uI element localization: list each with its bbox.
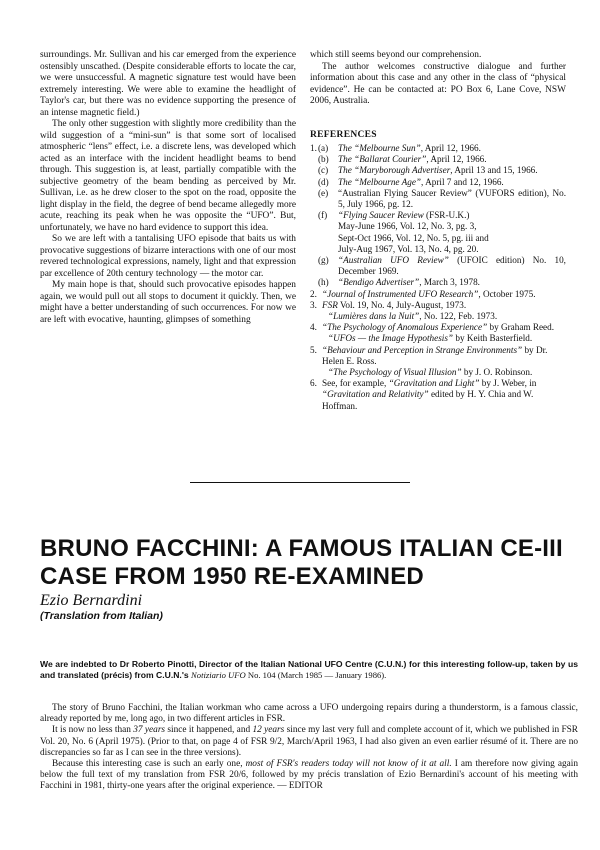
left-paragraph-4: My main hope is that, should such provocative episodes happen again, we would pull out all stops to document it quickly. Then, we might have a better understanding of such occurrences. For now we are left with evocative, haunting, glimpses of something xyxy=(40,280,296,325)
reference-letter: (b) xyxy=(318,154,329,165)
reference-detail: , April 12, 1966. xyxy=(420,143,481,153)
body-text: since it happened, and xyxy=(165,725,253,736)
reference-detail: by Graham Reed. xyxy=(487,322,555,333)
reference-detail: May-June 1966, Vol. 12, No. 3, pg. 3, xyxy=(338,221,477,232)
reference-1g xyxy=(310,255,566,277)
reference-detail: , October 1975. xyxy=(478,288,536,299)
reference-letter: (d) xyxy=(318,176,329,187)
reference-detail: “Australian Flying Saucer Review” (VUFORS edition), No. 5, July 1966, pg. 12. xyxy=(338,187,566,210)
reference-number: 3. xyxy=(310,299,317,310)
body-emphasis: most of FSR's readers today will not know of it at all. xyxy=(245,759,452,770)
reference-letter: (e) xyxy=(318,187,329,198)
section-divider xyxy=(190,482,410,483)
reference-6 xyxy=(310,378,566,412)
reference-detail: , April 13 and 15, 1966. xyxy=(450,165,538,176)
spacer xyxy=(310,108,566,130)
reference-detail: , April 7 and 12, 1966. xyxy=(421,176,504,187)
reference-title: “Australian UFO Review” xyxy=(338,255,449,266)
reference-detail: edited by H. Y. Chia and W. Hoffman. xyxy=(322,389,534,411)
intro-publication-title: Notiziario UFO xyxy=(191,670,246,680)
reference-title: “The Psychology of Visual Illusion” xyxy=(328,367,462,378)
intro-text: We are indebted to Dr Roberto Pinotti, Director of the Italian National UFO Centre (C.U.N.) for this interesting follow-up, taken by us and translated (précis) from C.U.N.'s xyxy=(40,659,578,680)
reference-title: “The Psychology of Anomalous Experience” xyxy=(322,322,488,333)
right-paragraph-1: which still seems beyond our comprehension. xyxy=(310,50,482,60)
reference-detail: Sept-Oct 1966, Vol. 12, No. 5, pg. iii and xyxy=(338,232,489,243)
translation-note: (Translation from Italian) xyxy=(40,610,163,622)
reference-letter: (c) xyxy=(318,165,329,176)
reference-detail: July-Aug 1967, Vol. 13, No. 4, pg. 20. xyxy=(338,243,479,254)
reference-3 xyxy=(310,300,566,322)
reference-title: “Flying Saucer Review xyxy=(338,210,424,221)
reference-title: “Bendigo Advertiser” xyxy=(338,277,420,288)
body-emphasis: 37 years xyxy=(133,725,166,736)
reference-detail: See, for example, xyxy=(322,378,389,389)
reference-title: “UFOs — the Image Hypothesis” xyxy=(328,333,454,344)
intro-text: No. 104 (March 1985 — January 1986). xyxy=(245,670,387,680)
article-author: Ezio Bernardini xyxy=(40,592,143,609)
body-paragraph-1: The story of Bruno Facchini, the Italian workman who came across a UFO undergoing repairs during a thunderstorm, is a famous classic, already reported by me, long ago, in two different articles in FSR. xyxy=(40,703,578,725)
right-paragraph-2: The author welcomes constructive dialogue and further information about this case and any other in the class of “physical evidence”. He can be contacted at: PO Box 6, Lane Cove, NSW 2006, Australia. xyxy=(310,61,566,106)
reference-title: FSR xyxy=(322,299,338,310)
reference-detail: by J. Weber, in xyxy=(479,378,537,389)
reference-title: The “Melbourne Sun” xyxy=(338,143,421,153)
reference-1b xyxy=(310,154,566,165)
left-column xyxy=(40,50,296,326)
reference-detail: , April 12, 1966. xyxy=(426,154,487,165)
reference-title: “Gravitation and Relativity” xyxy=(322,389,429,400)
reference-number: 1. xyxy=(310,143,317,153)
reference-title: The “Melbourne Age” xyxy=(338,176,422,187)
left-paragraph-1: surroundings. Mr. Sullivan and his car emerged from the experience ostensibly unscathed. (Despite considerable efforts to locate the car, we were unsuccessful. A magnetic signature test would have been extremely interesting. We were able to examine the headlight of Taylor's car, but there was no evidence supporting the presence of an intense magnetic field.) xyxy=(40,50,296,118)
reference-letter: (f) xyxy=(318,210,328,221)
reference-number: 2. xyxy=(310,288,317,299)
article-body xyxy=(40,703,578,793)
editorial-intro xyxy=(40,659,578,681)
reference-detail: , March 3, 1978. xyxy=(419,277,480,288)
reference-detail: (FSR-U.K.) xyxy=(423,210,470,221)
body-text: I am therefore now giving again below the full text of my translation from FSR 20/6, followed by my précis translation of Ezio Bernardini's account of his meeting with Facchini in 1981, thirty-one years after the original experience. — EDITOR xyxy=(40,759,578,792)
reference-5 xyxy=(310,345,566,379)
reference-1a xyxy=(310,143,566,154)
reference-title: The “Maryborough Advertiser xyxy=(338,165,451,176)
reference-title: The “Ballarat Courier” xyxy=(338,154,427,165)
reference-title: “Gravitation and Light” xyxy=(388,378,480,389)
reference-1c xyxy=(310,165,566,176)
left-paragraph-3: So we are left with a tantalising UFO episode that baits us with provocative suggestions of bizarre interactions with one of our most revered technological expressions, namely, light and that expression par excellence of 20th century technology — the motor car. xyxy=(40,234,296,279)
article-title: BRUNO FACCHINI: A FAMOUS ITALIAN CE-III CASE FROM 1950 RE-EXAMINED xyxy=(40,535,563,590)
right-column xyxy=(310,50,566,412)
reference-1d xyxy=(310,177,566,188)
reference-detail: by J. O. Robinson. xyxy=(461,367,533,378)
reference-title: “Lumières dans la Nuit” xyxy=(328,311,420,322)
body-paragraph-3 xyxy=(40,759,578,793)
reference-detail: by Keith Basterfield. xyxy=(453,333,533,344)
left-paragraph-2: The only other suggestion with slightly more credibility than the wild suggestion of a “mini-sun” is that some sort of localised atmospheric “lens” effect, i.e. a discrete lens, was developed which acted as an interface with the incident headlight beams to bend through. This suggestion is, at least, partially compatible with the subjective geometry of the beam bending as perceived by Mr. Sullivan, i.e. as he drew closer to the spot on the road, opposite the light display in the field, the degree of bend became allegedly more acute, reaching its peak when he was opposite the “UFO”. But, unfortunately, we have no hard evidence to support this idea. xyxy=(40,119,296,233)
reference-detail: (UFOIC edition) No. 10, December 1969. xyxy=(338,255,566,277)
reference-number: 6. xyxy=(310,378,317,389)
reference-letter: (a) xyxy=(318,143,329,153)
reference-1e xyxy=(310,188,566,210)
reference-detail: , No. 122, Feb. 1973. xyxy=(419,311,498,322)
reference-letter: (g) xyxy=(318,255,329,266)
body-text: It is now no less than xyxy=(52,725,134,736)
reference-2 xyxy=(310,289,566,300)
reference-number: 4. xyxy=(310,322,317,333)
reference-detail: Vol. 19, No. 4, July-August, 1973. xyxy=(337,299,467,310)
body-paragraph-2 xyxy=(40,725,578,759)
reference-letter: (h) xyxy=(318,277,329,288)
body-text: since my last very full and complete account of it, which we published in FSR Vol. 20, No. 6 (April 1975). (Prior to that, on page 4 of FSR 9/2, March/April 1963, I had also given an even earlier résumé of it. There are no discrepancies so far as I can see in the three versions). xyxy=(40,725,579,758)
references-heading: REFERENCES xyxy=(310,129,377,140)
reference-title: “Journal of Instrumented UFO Research” xyxy=(322,288,479,299)
reference-1h xyxy=(310,277,566,288)
reference-4 xyxy=(310,322,566,344)
body-text: Because this interesting case is such an early one, xyxy=(52,759,246,770)
reference-title: “Behaviour and Perception in Strange Environments” xyxy=(322,344,523,355)
reference-detail: by Dr. Helen E. Ross. xyxy=(322,344,548,366)
body-emphasis: 12 years xyxy=(252,725,285,736)
reference-number: 5. xyxy=(310,344,317,355)
reference-1f xyxy=(310,210,566,255)
